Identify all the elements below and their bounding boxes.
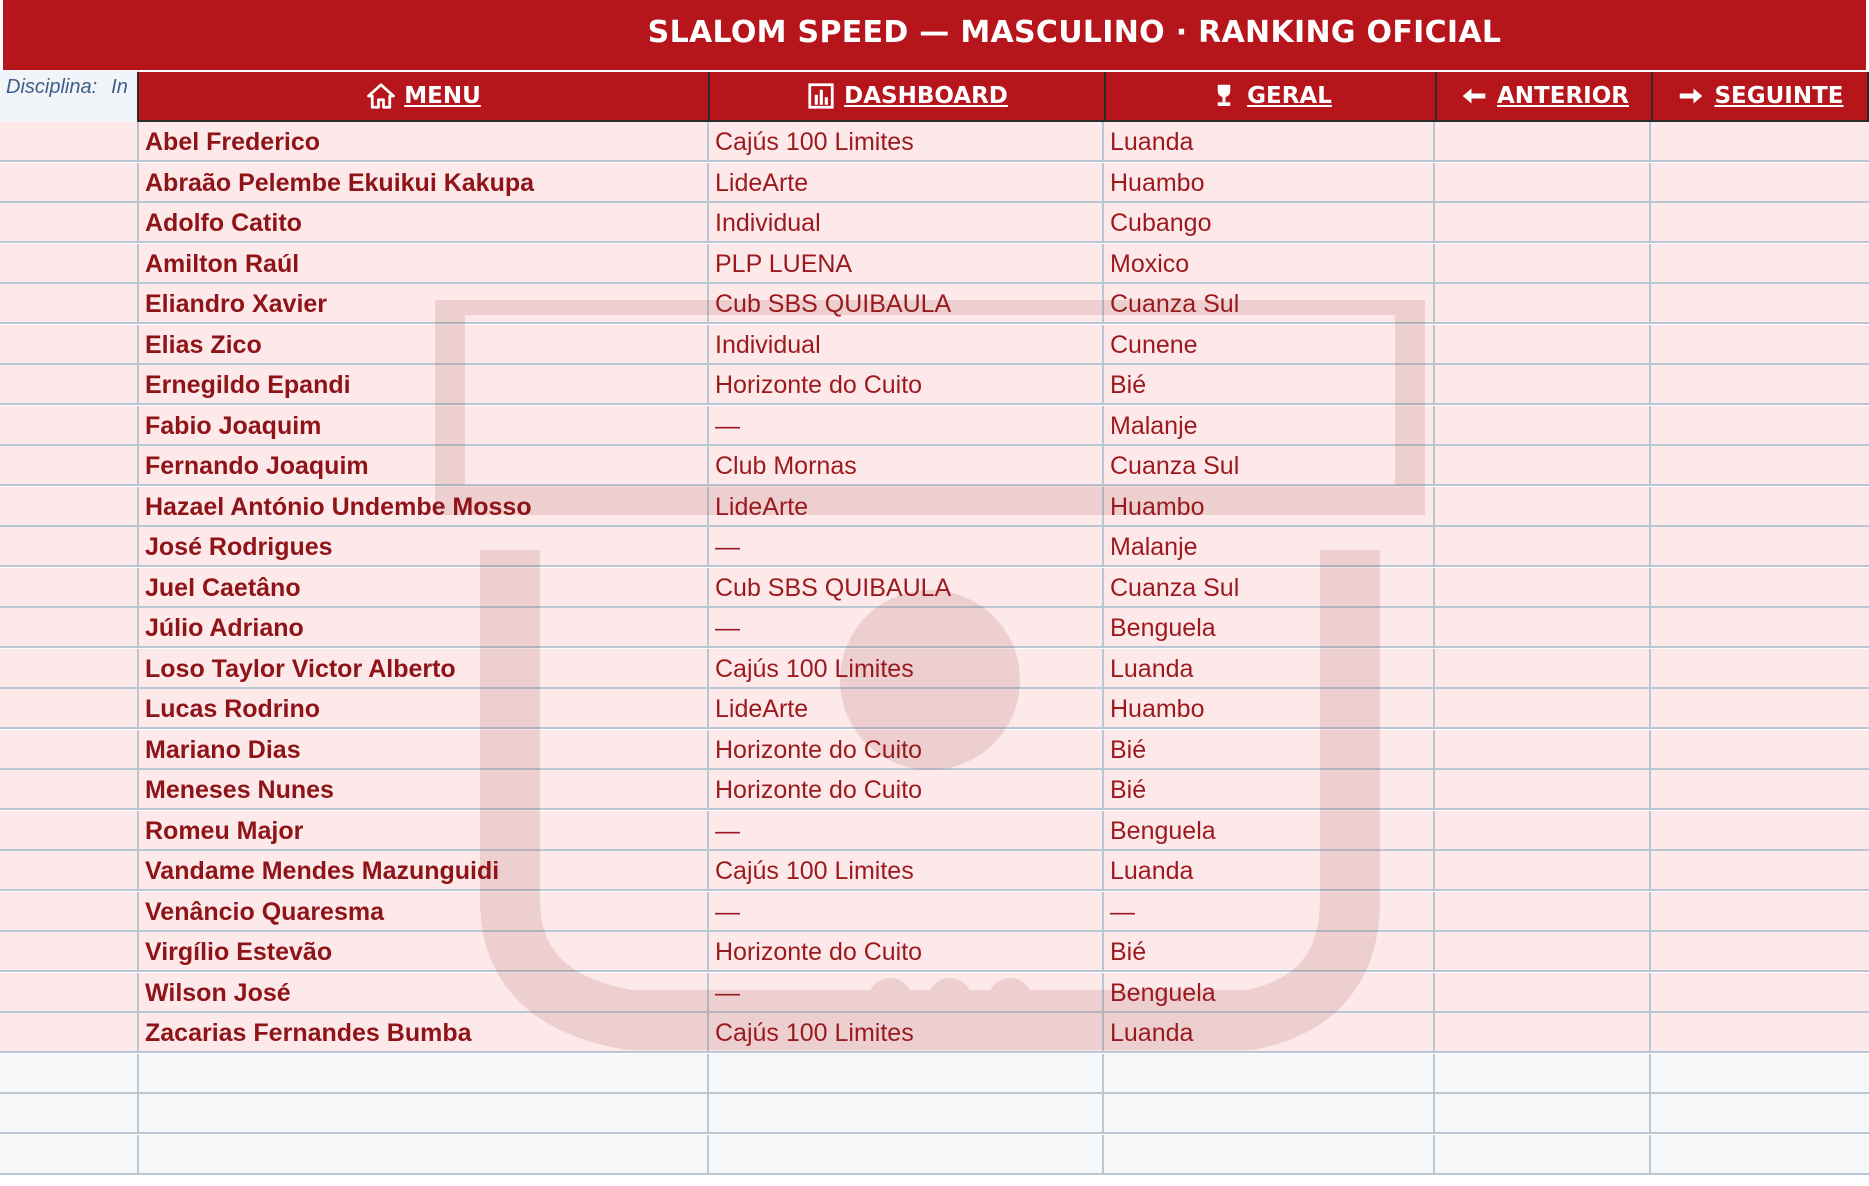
athlete-name-cell[interactable]: Júlio Adriano <box>139 608 709 648</box>
table-row <box>0 689 1869 729</box>
province-cell[interactable]: Cuanza Sul <box>1104 446 1435 486</box>
athlete-name-cell[interactable]: Virgílio Estevão <box>139 932 709 972</box>
row-header-cell[interactable] <box>0 1054 139 1094</box>
table-row <box>0 406 1869 446</box>
athlete-name-cell[interactable] <box>139 1135 709 1175</box>
discipline-field[interactable] <box>0 70 139 122</box>
athlete-name-cell[interactable] <box>139 1054 709 1094</box>
province-cell[interactable]: Moxico <box>1104 244 1435 284</box>
row-header-cell[interactable] <box>0 568 139 608</box>
row-header-cell[interactable] <box>0 406 139 446</box>
table-row <box>0 163 1869 203</box>
table-row <box>0 811 1869 851</box>
row-header-cell[interactable] <box>0 811 139 851</box>
empty-row <box>0 1135 1869 1175</box>
province-cell[interactable] <box>1104 1054 1435 1094</box>
chart-icon <box>806 81 836 111</box>
arrow-right-icon <box>1676 81 1706 111</box>
club-cell[interactable]: — <box>709 608 1104 648</box>
table-row <box>0 608 1869 648</box>
table-row <box>0 325 1869 365</box>
next-label: SEGUINTE <box>1714 83 1844 109</box>
club-cell[interactable]: Cub SBS QUIBAULA <box>709 284 1104 324</box>
athlete-name-cell[interactable]: Zacarias Fernandes Bumba <box>139 1013 709 1053</box>
province-cell[interactable]: Bié <box>1104 365 1435 405</box>
page-title: SLALOM SPEED — MASCULINO · RANKING OFICIAL <box>647 14 1502 50</box>
blank-cell[interactable] <box>1651 1094 1867 1134</box>
club-cell[interactable]: Cajús 100 Limites <box>709 122 1104 162</box>
club-cell[interactable]: Club Mornas <box>709 446 1104 486</box>
dashboard-button[interactable] <box>708 72 1106 122</box>
athlete-name-cell[interactable]: Romeu Major <box>139 811 709 851</box>
table-row <box>0 244 1869 284</box>
empty-row <box>0 1054 1869 1094</box>
table-row <box>0 1013 1869 1053</box>
athlete-name-cell[interactable]: Adolfo Catito <box>139 203 709 243</box>
province-cell[interactable]: Cuanza Sul <box>1104 284 1435 324</box>
blank-cell[interactable] <box>1651 608 1867 648</box>
row-header-cell[interactable] <box>0 1013 139 1053</box>
ranking-table <box>0 122 1869 1186</box>
blank-cell[interactable] <box>1435 608 1651 648</box>
table-row <box>0 527 1869 567</box>
blank-cell[interactable] <box>1435 446 1651 486</box>
athlete-name-cell[interactable] <box>139 1094 709 1134</box>
athlete-name-cell[interactable]: Mariano Dias <box>139 730 709 770</box>
blank-cell[interactable] <box>1651 244 1867 284</box>
blank-cell[interactable] <box>1435 730 1651 770</box>
province-cell[interactable]: Luanda <box>1104 851 1435 891</box>
discipline-label: Disciplina: <box>6 76 98 98</box>
blank-cell[interactable] <box>1651 1054 1867 1094</box>
blank-cell[interactable] <box>1435 284 1651 324</box>
province-cell[interactable] <box>1104 1094 1435 1134</box>
row-header-cell[interactable] <box>0 932 139 972</box>
row-header-cell[interactable] <box>0 973 139 1013</box>
province-cell[interactable]: Benguela <box>1104 811 1435 851</box>
blank-cell[interactable] <box>1435 1054 1651 1094</box>
previous-button[interactable] <box>1435 72 1653 122</box>
province-cell[interactable]: — <box>1104 892 1435 932</box>
club-cell[interactable]: LideArte <box>709 163 1104 203</box>
row-header-cell[interactable] <box>0 527 139 567</box>
row-header-cell[interactable] <box>0 122 139 162</box>
blank-cell[interactable] <box>1435 973 1651 1013</box>
blank-cell[interactable] <box>1435 1013 1651 1053</box>
province-cell[interactable]: Luanda <box>1104 649 1435 689</box>
row-header-cell[interactable] <box>0 608 139 648</box>
blank-cell[interactable] <box>1435 892 1651 932</box>
blank-cell[interactable] <box>1435 770 1651 810</box>
blank-cell[interactable] <box>1651 446 1867 486</box>
row-header-cell[interactable] <box>0 163 139 203</box>
trophy-icon <box>1209 81 1239 111</box>
athlete-name-cell[interactable]: Fernando Joaquim <box>139 446 709 486</box>
club-cell[interactable]: Individual <box>709 325 1104 365</box>
club-cell[interactable]: LideArte <box>709 689 1104 729</box>
row-header-cell[interactable] <box>0 851 139 891</box>
blank-cell[interactable] <box>1651 163 1867 203</box>
discipline-value: In <box>111 76 128 98</box>
athlete-name-cell[interactable]: Wilson José <box>139 973 709 1013</box>
province-cell[interactable]: Huambo <box>1104 689 1435 729</box>
blank-cell[interactable] <box>1651 973 1867 1013</box>
club-cell[interactable]: — <box>709 527 1104 567</box>
table-row <box>0 770 1869 810</box>
row-header-cell[interactable] <box>0 689 139 729</box>
row-header-cell[interactable] <box>0 1135 139 1175</box>
athlete-name-cell[interactable]: Loso Taylor Victor Alberto <box>139 649 709 689</box>
club-cell[interactable]: PLP LUENA <box>709 244 1104 284</box>
club-cell[interactable] <box>709 1135 1104 1175</box>
row-header-cell[interactable] <box>0 770 139 810</box>
blank-cell[interactable] <box>1435 244 1651 284</box>
province-cell[interactable]: Huambo <box>1104 487 1435 527</box>
province-cell[interactable]: Malanje <box>1104 527 1435 567</box>
menu-label: MENU <box>404 83 481 109</box>
blank-cell[interactable] <box>1435 406 1651 446</box>
blank-cell[interactable] <box>1435 1094 1651 1134</box>
club-cell[interactable]: — <box>709 973 1104 1013</box>
next-button[interactable] <box>1651 72 1869 122</box>
athlete-name-cell[interactable]: José Rodrigues <box>139 527 709 567</box>
blank-cell[interactable] <box>1435 527 1651 567</box>
blank-cell[interactable] <box>1651 649 1867 689</box>
club-cell[interactable]: Cajús 100 Limites <box>709 1013 1104 1053</box>
athlete-name-cell[interactable]: Eliandro Xavier <box>139 284 709 324</box>
blank-cell[interactable] <box>1435 122 1651 162</box>
club-cell[interactable] <box>709 1094 1104 1134</box>
blank-cell[interactable] <box>1435 568 1651 608</box>
table-row <box>0 892 1869 932</box>
athlete-name-cell[interactable]: Juel Caetâno <box>139 568 709 608</box>
table-row <box>0 203 1869 243</box>
club-cell[interactable]: Cub SBS QUIBAULA <box>709 568 1104 608</box>
table-row <box>0 487 1869 527</box>
blank-cell[interactable] <box>1651 689 1867 729</box>
home-icon <box>366 81 396 111</box>
club-cell[interactable] <box>709 1054 1104 1094</box>
blank-cell[interactable] <box>1651 1135 1867 1175</box>
blank-cell[interactable] <box>1651 892 1867 932</box>
geral-label: GERAL <box>1247 83 1332 109</box>
table-row <box>0 122 1869 162</box>
row-header-cell[interactable] <box>0 892 139 932</box>
province-cell[interactable]: Luanda <box>1104 122 1435 162</box>
province-cell[interactable]: Cuanza Sul <box>1104 568 1435 608</box>
blank-cell[interactable] <box>1435 325 1651 365</box>
blank-cell[interactable] <box>1435 851 1651 891</box>
row-header-cell[interactable] <box>0 487 139 527</box>
dashboard-label: DASHBOARD <box>844 83 1008 109</box>
row-header-cell[interactable] <box>0 446 139 486</box>
province-cell[interactable]: Luanda <box>1104 1013 1435 1053</box>
club-cell[interactable]: Horizonte do Cuito <box>709 770 1104 810</box>
blank-cell[interactable] <box>1651 365 1867 405</box>
blank-cell[interactable] <box>1651 527 1867 567</box>
blank-cell[interactable] <box>1435 689 1651 729</box>
row-header-cell[interactable] <box>0 649 139 689</box>
blank-cell[interactable] <box>1651 487 1867 527</box>
province-cell[interactable]: Cubango <box>1104 203 1435 243</box>
club-cell[interactable]: Cajús 100 Limites <box>709 649 1104 689</box>
club-cell[interactable]: — <box>709 406 1104 446</box>
row-header-cell[interactable] <box>0 284 139 324</box>
title-bar <box>3 0 1866 70</box>
table-row <box>0 730 1869 770</box>
table-row <box>0 649 1869 689</box>
blank-cell[interactable] <box>1435 203 1651 243</box>
club-cell[interactable]: Individual <box>709 203 1104 243</box>
province-cell[interactable]: Benguela <box>1104 608 1435 648</box>
arrow-left-icon <box>1459 81 1489 111</box>
blank-cell[interactable] <box>1651 406 1867 446</box>
club-cell[interactable]: Horizonte do Cuito <box>709 932 1104 972</box>
row-header-cell[interactable] <box>0 244 139 284</box>
athlete-name-cell[interactable]: Lucas Rodrino <box>139 689 709 729</box>
province-cell[interactable]: Benguela <box>1104 973 1435 1013</box>
row-header-cell[interactable] <box>0 1094 139 1134</box>
blank-cell[interactable] <box>1435 487 1651 527</box>
row-header-cell[interactable] <box>0 730 139 770</box>
province-cell[interactable]: Cunene <box>1104 325 1435 365</box>
blank-cell[interactable] <box>1651 1013 1867 1053</box>
province-cell[interactable]: Bié <box>1104 770 1435 810</box>
club-cell[interactable]: Horizonte do Cuito <box>709 730 1104 770</box>
athlete-name-cell[interactable]: Hazael António Undembe Mosso <box>139 487 709 527</box>
province-cell[interactable]: Huambo <box>1104 163 1435 203</box>
province-cell[interactable] <box>1104 1135 1435 1175</box>
table-row <box>0 568 1869 608</box>
blank-cell[interactable] <box>1651 325 1867 365</box>
blank-cell[interactable] <box>1651 770 1867 810</box>
table-row <box>0 446 1869 486</box>
table-row <box>0 851 1869 891</box>
club-cell[interactable]: Cajús 100 Limites <box>709 851 1104 891</box>
province-cell[interactable]: Bié <box>1104 730 1435 770</box>
athlete-name-cell[interactable]: Ernegildo Epandi <box>139 365 709 405</box>
menu-button[interactable] <box>137 72 710 122</box>
athlete-name-cell[interactable]: Fabio Joaquim <box>139 406 709 446</box>
club-cell[interactable]: LideArte <box>709 487 1104 527</box>
athlete-name-cell[interactable]: Abraão Pelembe Ekuikui Kakupa <box>139 163 709 203</box>
blank-cell[interactable] <box>1435 932 1651 972</box>
province-cell[interactable]: Malanje <box>1104 406 1435 446</box>
table-row <box>0 973 1869 1013</box>
blank-cell[interactable] <box>1651 811 1867 851</box>
athlete-name-cell[interactable]: Elias Zico <box>139 325 709 365</box>
blank-cell[interactable] <box>1435 365 1651 405</box>
club-cell[interactable]: Horizonte do Cuito <box>709 365 1104 405</box>
athlete-name-cell[interactable]: Venâncio Quaresma <box>139 892 709 932</box>
athlete-name-cell[interactable]: Vandame Mendes Mazunguidi <box>139 851 709 891</box>
blank-cell[interactable] <box>1651 203 1867 243</box>
table-row <box>0 932 1869 972</box>
province-cell[interactable]: Bié <box>1104 932 1435 972</box>
blank-cell[interactable] <box>1651 730 1867 770</box>
row-header-cell[interactable] <box>0 365 139 405</box>
club-cell[interactable]: — <box>709 811 1104 851</box>
club-cell[interactable]: — <box>709 892 1104 932</box>
blank-cell[interactable] <box>1651 122 1867 162</box>
table-row <box>0 284 1869 324</box>
previous-label: ANTERIOR <box>1497 83 1629 109</box>
athlete-name-cell[interactable]: Amilton Raúl <box>139 244 709 284</box>
blank-cell[interactable] <box>1651 851 1867 891</box>
table-row <box>0 365 1869 405</box>
blank-cell[interactable] <box>1435 811 1651 851</box>
row-header-cell[interactable] <box>0 325 139 365</box>
blank-cell[interactable] <box>1435 163 1651 203</box>
blank-cell[interactable] <box>1435 649 1651 689</box>
athlete-name-cell[interactable]: Abel Frederico <box>139 122 709 162</box>
row-header-cell[interactable] <box>0 203 139 243</box>
blank-cell[interactable] <box>1651 284 1867 324</box>
athlete-name-cell[interactable]: Meneses Nunes <box>139 770 709 810</box>
empty-row <box>0 1094 1869 1134</box>
blank-cell[interactable] <box>1435 1135 1651 1175</box>
geral-button[interactable] <box>1104 72 1437 122</box>
blank-cell[interactable] <box>1651 932 1867 972</box>
blank-cell[interactable] <box>1651 568 1867 608</box>
